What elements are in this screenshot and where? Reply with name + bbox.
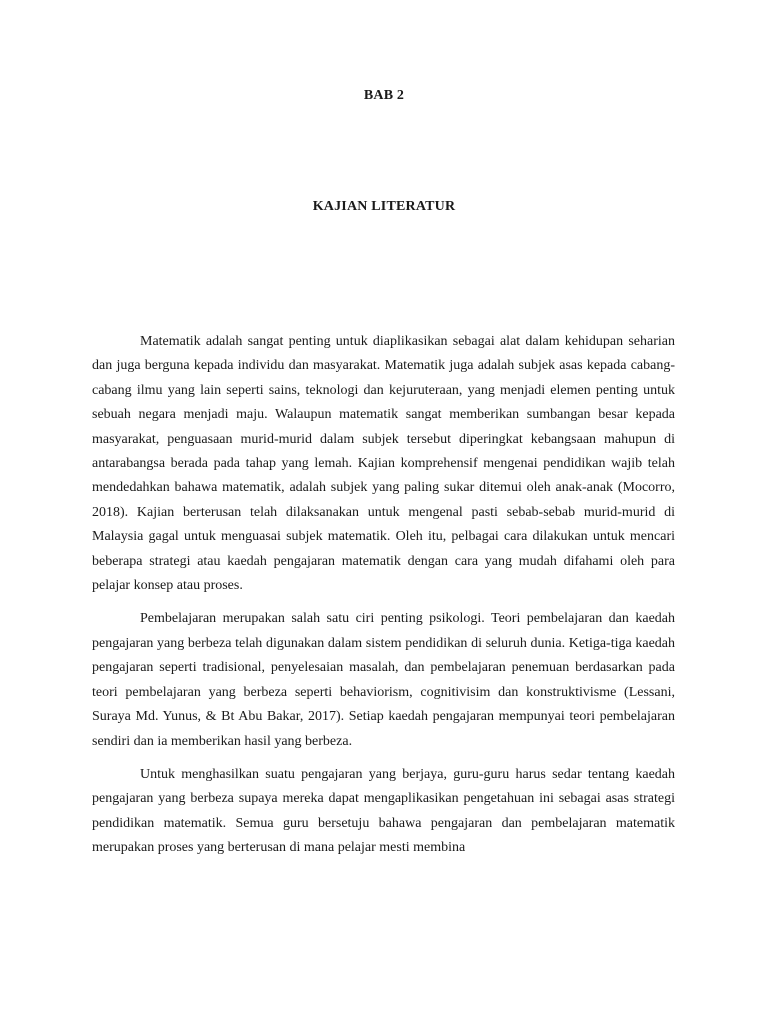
paragraph: Pembelajaran merupakan salah satu ciri penting psikologi. Teori pembelajaran dan kaedah pengajaran yang berbeza telah digunakan dalam sistem pendidikan di seluruh dunia. Ketiga-tiga kaedah pengajaran seperti tradisional, penyelesaian masalah, dan pembelajaran penemuan berdasarkan pada teori pembelajaran yang berbeza seperti behaviorism, cognitivisim dan konstruktivisme (Lessani, Suraya Md. Yunus, & Bt Abu Bakar, 2017). Setiap kaedah pengajaran mempunyai teori pembelajaran sendiri dan ia memberikan hasil yang berbeza. — [92, 611, 675, 749]
paragraph: Matematik adalah sangat penting untuk diaplikasikan sebagai alat dalam kehidupan seharian dan juga berguna kepada individu dan masyarakat. Matematik juga adalah subjek asas kepada cabang-cabang ilmu yang lain seperti sains, teknologi dan kejuruteraan, yang menjadi elemen penting untuk sebuah negara menjadi maju. Walaupun matematik sangat memberikan sumbangan besar kepada masyarakat, penguasaan murid-murid dalam subjek tersebut diperingkat kebangsaan mahupun di antarabangsa berada pada tahap yang lemah. Kajian komprehensif mengenai pendidikan wajib telah mendedahkan bahawa matematik, adalah subjek yang paling sukar ditemui oleh anak-anak (Mocorro, 2018). Kajian berterusan telah dilaksanakan untuk mengenal pasti sebab-sebab murid-murid di Malaysia gagal untuk menguasai subjek matematik. Oleh itu, pelbagai cara dilakukan untuk mencari beberapa strategi atau kaedah pengajaran matematik dengan cara yang mudah difahami oleh para pelajar konsep atau proses. — [92, 334, 675, 594]
chapter-number: BAB 2 — [363, 88, 405, 103]
paragraph: Untuk menghasilkan suatu pengajaran yang berjaya, guru-guru harus sedar tentang kaedah pengajaran yang berbeza supaya mereka dapat mengaplikasikan pengetahuan ini sebagai asas strategi pendidikan matematik. Semua guru bersetuju bahawa pengajaran dan pembelajaran matematik merupakan proses yang berterusan di mana pelajar mesti membina — [92, 766, 675, 856]
chapter-title: KAJIAN LITERATUR — [312, 199, 456, 214]
body-text — [92, 330, 675, 870]
